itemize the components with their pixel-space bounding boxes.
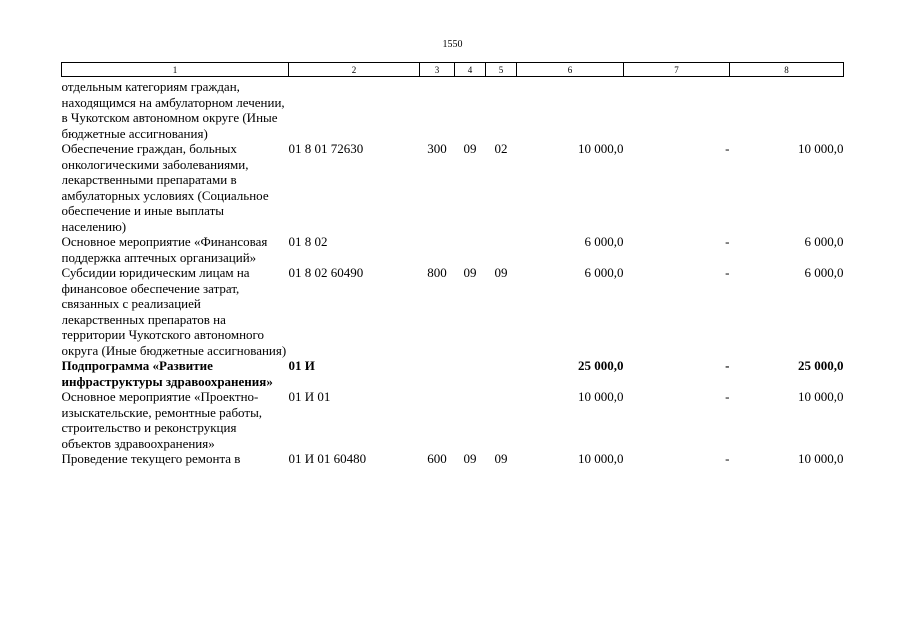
amount-cell: 25 000,0 (578, 358, 624, 373)
amount-cell: 6 000,0 (584, 234, 624, 249)
change-cell: - (725, 141, 730, 156)
target-code-cell: 01 8 02 (288, 234, 328, 249)
subsection-cell: 09 (494, 451, 508, 466)
change-cell: - (725, 389, 730, 404)
expense-type-cell (420, 234, 455, 265)
header-col-8: 8 (730, 63, 844, 77)
change-cell: - (725, 265, 730, 280)
change-cell: - (725, 358, 730, 373)
total-cell: 10 000,0 (798, 451, 844, 466)
total-cell (730, 77, 844, 142)
section-cell (455, 77, 486, 142)
target-code-cell: 01 И (288, 358, 315, 373)
table-row (62, 234, 844, 265)
header-col-1: 1 (62, 63, 289, 77)
expense-type-cell: 600 (427, 451, 447, 466)
header-col-3: 3 (420, 63, 455, 77)
expense-type-cell (420, 389, 455, 451)
change-cell: - (725, 234, 730, 249)
description-cell: Проведение текущего ремонта в (61, 451, 241, 466)
subsection-cell (486, 358, 517, 389)
budget-table (61, 62, 844, 467)
target-code-cell: 01 8 01 72630 (288, 141, 364, 156)
table-row (62, 77, 844, 142)
header-col-4: 4 (455, 63, 486, 77)
page-number: 1550 (442, 39, 463, 50)
expense-type-cell (420, 358, 455, 389)
section-cell: 09 (463, 265, 477, 280)
total-cell: 25 000,0 (798, 358, 844, 373)
expense-type-cell: 300 (427, 141, 447, 156)
subsection-cell: 02 (494, 141, 508, 156)
table-row (62, 451, 844, 467)
table-row (62, 265, 844, 358)
target-code-cell: 01 И 01 (288, 389, 331, 404)
total-cell: 6 000,0 (804, 234, 844, 249)
target-code-cell: 01 И 01 60480 (288, 451, 367, 466)
amount-cell: 6 000,0 (584, 265, 624, 280)
description-cell: Субсидии юридическим лицам на финансовое обеспечение затрат, связанных с реализацией лекарственных препаратов на территории Чукотского автономного округа (Иные бюджетные ассигнования) (61, 265, 287, 358)
table-row (62, 389, 844, 451)
subsection-cell: 09 (494, 265, 508, 280)
change-cell (624, 77, 730, 142)
header-col-5: 5 (486, 63, 517, 77)
subsection-cell (486, 234, 517, 265)
section-cell (455, 358, 486, 389)
target-code-cell (289, 77, 420, 142)
subsection-cell (486, 389, 517, 451)
total-cell: 10 000,0 (798, 141, 844, 156)
change-cell: - (725, 451, 730, 466)
target-code-cell: 01 8 02 60490 (288, 265, 364, 280)
section-cell (455, 389, 486, 451)
table-row (62, 358, 844, 389)
total-cell: 6 000,0 (804, 265, 844, 280)
header-col-6: 6 (517, 63, 624, 77)
expense-type-cell (420, 77, 455, 142)
description-cell: Основное мероприятие «Финансовая поддержка аптечных организаций» (61, 234, 268, 265)
amount-cell: 10 000,0 (578, 389, 624, 404)
table-row (62, 141, 844, 234)
description-cell: Основное мероприятие «Проектно-изыскательские, ремонтные работы, строительство и реконструкция объектов здравоохранения» (61, 389, 263, 451)
header-col-2: 2 (289, 63, 420, 77)
description-cell: отдельным категориям граждан, находящимся на амбулаторном лечении, в Чукотском автономном округе (Иные бюджетные ассигнования) (61, 79, 285, 141)
header-row (62, 63, 844, 77)
section-cell (455, 234, 486, 265)
subsection-cell (486, 77, 517, 142)
expense-type-cell: 800 (427, 265, 447, 280)
amount-cell: 10 000,0 (578, 141, 624, 156)
description-cell: Подпрограмма «Развитие инфраструктуры здравоохранения» (61, 358, 273, 389)
total-cell: 10 000,0 (798, 389, 844, 404)
section-cell: 09 (463, 451, 477, 466)
amount-cell (517, 77, 624, 142)
section-cell: 09 (463, 141, 477, 156)
header-col-7: 7 (624, 63, 730, 77)
amount-cell: 10 000,0 (578, 451, 624, 466)
description-cell: Обеспечение граждан, больных онкологическими заболеваниями, лекарственными препаратами в амбулаторных условиях (Социальное обеспечение и иные выплаты населению) (61, 141, 269, 234)
